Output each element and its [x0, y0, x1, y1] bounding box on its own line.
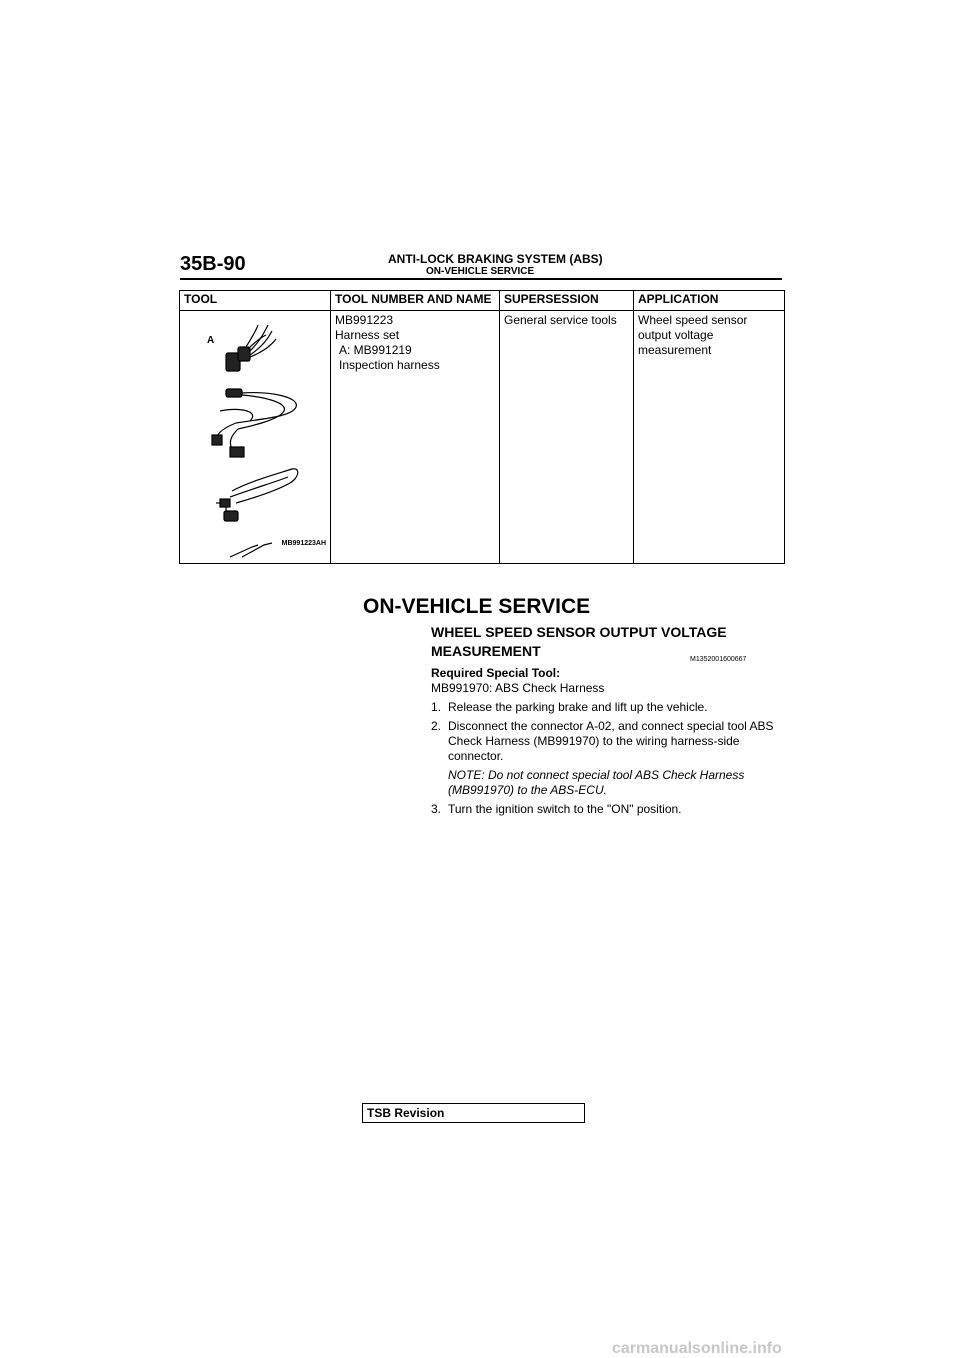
- application-line: measurement: [638, 343, 712, 357]
- application-line: output voltage: [638, 328, 714, 342]
- application-cell: [634, 311, 785, 564]
- table-header-row: [180, 291, 785, 311]
- step-number: 3.: [431, 802, 442, 816]
- procedure-body: [431, 666, 783, 821]
- tsb-revision-box: TSB Revision: [362, 1103, 585, 1123]
- column-header-supersession: SUPERSESSION: [500, 291, 634, 311]
- section-title: ANTI-LOCK BRAKING SYSTEM (ABS): [388, 252, 603, 266]
- application-line: Wheel speed sensor: [638, 313, 748, 327]
- list-item: [431, 700, 783, 715]
- watermark: carmanualsonline.info: [612, 1340, 782, 1357]
- procedure-steps: [431, 700, 783, 817]
- tool-name: Harness set: [335, 328, 400, 342]
- section-subtitle: ON-VEHICLE SERVICE: [426, 266, 535, 277]
- page-number: 35B-90: [180, 253, 246, 275]
- section-heading: ON-VEHICLE SERVICE: [363, 595, 591, 618]
- column-header-tool-number: TOOL NUMBER AND NAME: [331, 291, 500, 311]
- supersession-cell: General service tools: [500, 311, 634, 564]
- step-text: Turn the ignition switch to the "ON" position.: [448, 802, 682, 816]
- procedure-heading: WHEEL SPEED SENSOR OUTPUT VOLTAGE MEASUREMENT: [431, 624, 727, 659]
- header-rule: [180, 278, 782, 280]
- harness-set-illustration: [180, 311, 331, 565]
- tool-figure-cell: [180, 311, 331, 564]
- reference-code: M1352001600667: [690, 656, 747, 663]
- sub-tool-number: A: MB991219: [339, 343, 412, 357]
- special-tool-table: [179, 290, 785, 564]
- table-row: [180, 311, 785, 564]
- step-note: NOTE: Do not connect special tool ABS Check Harness (MB991970) to the ABS-ECU.: [448, 768, 745, 797]
- step-number: 1.: [431, 700, 442, 714]
- column-header-application: APPLICATION: [634, 291, 785, 311]
- sub-tool-name: Inspection harness: [339, 358, 440, 372]
- column-header-tool: TOOL: [180, 291, 331, 311]
- figure-label-a: A: [207, 335, 215, 346]
- step-number: 2.: [431, 719, 442, 733]
- step-text: Release the parking brake and lift up the vehicle.: [448, 700, 708, 714]
- list-item: [431, 802, 783, 817]
- step-text: Disconnect the connector A-02, and connect special tool ABS Check Harness (MB991970) to the wiring harness-side connector.: [448, 719, 774, 763]
- tool-number: MB991223: [335, 313, 394, 327]
- tool-number-cell: [331, 311, 500, 564]
- list-item: [431, 719, 783, 798]
- figure-code: MB991223AH: [281, 540, 326, 547]
- required-tool: MB991970: ABS Check Harness: [431, 681, 605, 695]
- required-tool-label: Required Special Tool:: [431, 666, 561, 680]
